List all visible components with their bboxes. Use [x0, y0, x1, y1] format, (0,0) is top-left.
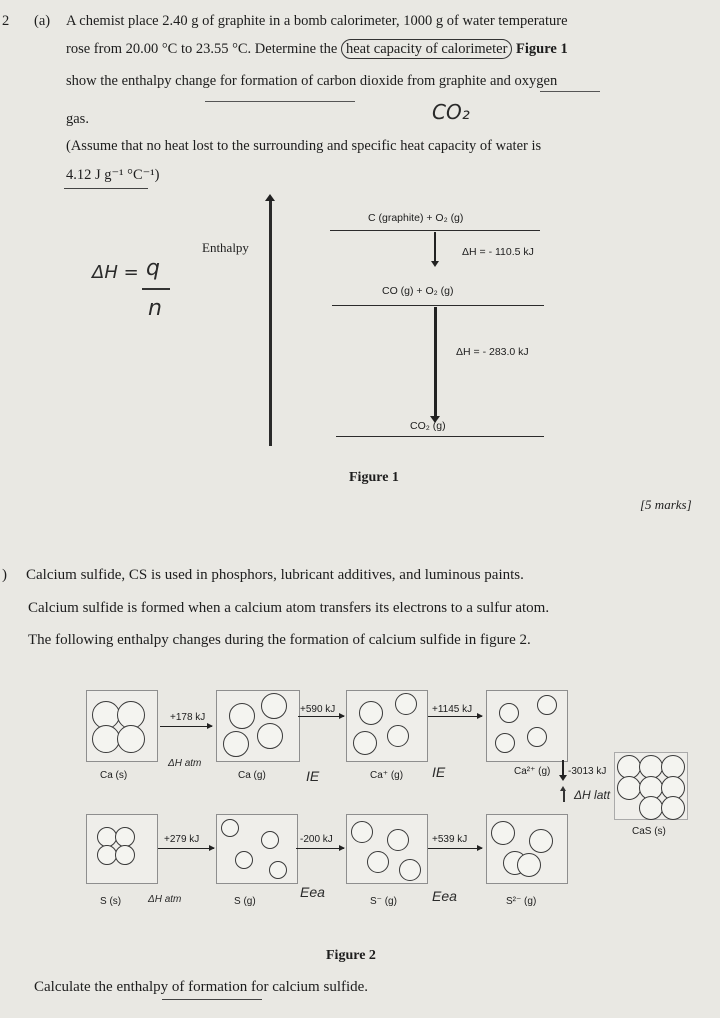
ion-circle: [399, 859, 421, 881]
atom-circle: [235, 851, 253, 869]
atom-circle: [229, 703, 255, 729]
atom-circle: [115, 827, 135, 847]
atom-circle: [257, 723, 283, 749]
axis-arrowhead: [265, 194, 275, 201]
box-s-minus: [346, 814, 428, 884]
atom-circle: [117, 725, 145, 753]
box-ca-2plus: [486, 690, 568, 762]
lattice-energy: -3013 kJ: [568, 766, 607, 777]
energy-ca-atm: +178 kJ: [170, 712, 206, 723]
energy-level-2: [332, 305, 544, 306]
part-b-line1: Calcium sulfide, CS is used in phosphors, lubricant additives, and luminous paints.: [26, 568, 524, 583]
lattice-up-arrowhead: [560, 786, 566, 791]
arrow-atomisation-ca: [160, 726, 212, 727]
ion-circle: [499, 703, 519, 723]
part-a-line3: show the enthalpy change for formation of carbon dioxide from graphite and oxygen: [66, 74, 558, 89]
species-s-s: S (s): [100, 896, 122, 907]
hand-dh-atm-ca: ΔH atm: [168, 758, 202, 769]
species-s-minus: S⁻ (g): [370, 896, 397, 907]
part-b-line3: The following enthalpy changes during the formation of calcium sulfide in figure 2.: [28, 633, 531, 648]
arrow-ie2: [428, 716, 482, 717]
figure2-caption: Figure 2: [326, 948, 376, 963]
species-ca-2plus: Ca²⁺ (g): [514, 766, 551, 777]
energy-ea2: +539 kJ: [432, 834, 468, 845]
ion-circle: [537, 695, 557, 715]
handwritten-dh: ΔH =: [92, 262, 139, 283]
arrow-ea2: [428, 848, 482, 849]
species-s-g: S (g): [234, 896, 256, 907]
underline-mark: [162, 999, 262, 1000]
lattice-arrow: [562, 760, 564, 776]
question-number: 2: [2, 13, 10, 29]
ion-circle: [351, 821, 373, 843]
arrow-ie1: [298, 716, 344, 717]
box-ca-plus: [346, 690, 428, 762]
atom-circle: [221, 819, 239, 837]
handwritten-co2: CO₂: [432, 100, 470, 124]
ion-circle: [367, 851, 389, 873]
arrow-ea1: [296, 848, 344, 849]
handwritten-q: q: [146, 256, 160, 281]
lattice-circle: [617, 776, 641, 800]
energy-ea1: -200 kJ: [300, 834, 333, 845]
handwritten-n: n: [148, 296, 162, 321]
level1-label: C (graphite) + O₂ (g): [368, 212, 464, 224]
box-ca-solid: [86, 690, 158, 762]
part-a-line5: (Assume that no heat lost to the surrounding and specific heat capacity of water is: [66, 139, 542, 154]
species-ca-s: Ca (s): [100, 770, 128, 781]
part-b-prefix: ): [2, 567, 7, 583]
part-a-line2-pre: rose from 20.00 °C to 23.55 °C. Determine the: [66, 41, 338, 57]
part-a-line1: A chemist place 2.40 g of graphite in a bomb calorimeter, 1000 g of water temperature: [66, 14, 568, 29]
atom-circle: [115, 845, 135, 865]
part-b-line2: Calcium sulfide is formed when a calcium atom transfers its electrons to a sulfur atom.: [28, 601, 550, 616]
underline-mark: [64, 188, 148, 189]
box-s-2minus: [486, 814, 568, 884]
energy-ie2: +1145 kJ: [432, 704, 473, 715]
box-s-solid: [86, 814, 158, 884]
part-a-line6: 4.12 J g⁻¹ °C⁻¹): [66, 167, 160, 183]
enthalpy-axis: [269, 200, 272, 446]
dh1-arrowhead: [431, 261, 439, 267]
dh1-arrow: [434, 232, 436, 262]
part-label-a: (a): [34, 13, 51, 29]
energy-level-3: [336, 436, 544, 437]
enthalpy-axis-label: Enthalpy: [202, 240, 249, 255]
atom-circle: [223, 731, 249, 757]
circled-phrase: heat capacity of calorimeter: [341, 39, 512, 59]
lattice-circle: [639, 796, 663, 820]
atom-circle: [269, 861, 287, 879]
atom-circle: [97, 827, 117, 847]
hand-ie1: IE: [306, 768, 320, 784]
energy-ie1: +590 kJ: [300, 704, 336, 715]
box-s-gas: [216, 814, 298, 884]
species-ca-plus: Ca⁺ (g): [370, 770, 404, 781]
ion-circle: [491, 821, 515, 845]
level3-label: CO₂ (g): [410, 420, 446, 432]
lattice-up-mark: [563, 790, 565, 802]
hand-ea2: Eea: [432, 888, 457, 904]
dh2-label: ΔH = - 283.0 kJ: [456, 346, 529, 358]
underline-mark: [540, 91, 600, 92]
part-a-line4: gas.: [66, 111, 89, 127]
lattice-arrowhead: [559, 775, 567, 781]
ion-circle: [359, 701, 383, 725]
part-a-line2: [66, 42, 568, 57]
species-ca-g: Ca (g): [238, 770, 266, 781]
ion-circle: [517, 853, 541, 877]
ion-circle: [353, 731, 377, 755]
species-cas: CaS (s): [632, 826, 666, 837]
box-cas-solid: [614, 752, 688, 820]
ion-circle: [527, 727, 547, 747]
energy-level-1: [330, 230, 540, 231]
atom-circle: [261, 693, 287, 719]
dh1-label: ΔH = - 110.5 kJ: [462, 246, 534, 258]
hand-dh-atm-s: ΔH atm: [148, 894, 182, 905]
hand-dh-latt: ΔH latt: [574, 788, 611, 802]
arrow-atomisation-s: [158, 848, 214, 849]
atom-circle: [261, 831, 279, 849]
energy-s-atm: +279 kJ: [164, 834, 200, 845]
hand-ie2: IE: [432, 764, 446, 780]
ion-circle: [387, 829, 409, 851]
figure1-reference: Figure 1: [516, 41, 568, 57]
fraction-bar: [142, 288, 170, 290]
ion-circle: [387, 725, 409, 747]
dh2-arrow: [434, 307, 437, 417]
species-s-2minus: S²⁻ (g): [506, 896, 537, 907]
lattice-circle: [661, 796, 685, 820]
final-question: Calculate the enthalpy of formation for calcium sulfide.: [34, 979, 369, 995]
box-ca-gas: [216, 690, 300, 762]
marks-label: [5 marks]: [640, 497, 692, 512]
atom-circle: [92, 725, 120, 753]
atom-circle: [97, 845, 117, 865]
ion-circle: [395, 693, 417, 715]
ion-circle: [495, 733, 515, 753]
ion-circle: [529, 829, 553, 853]
figure1-caption: Figure 1: [349, 470, 399, 485]
underline-mark: [205, 101, 355, 102]
level2-label: CO (g) + O₂ (g): [382, 285, 454, 297]
hand-ea1: Eea: [300, 884, 325, 900]
